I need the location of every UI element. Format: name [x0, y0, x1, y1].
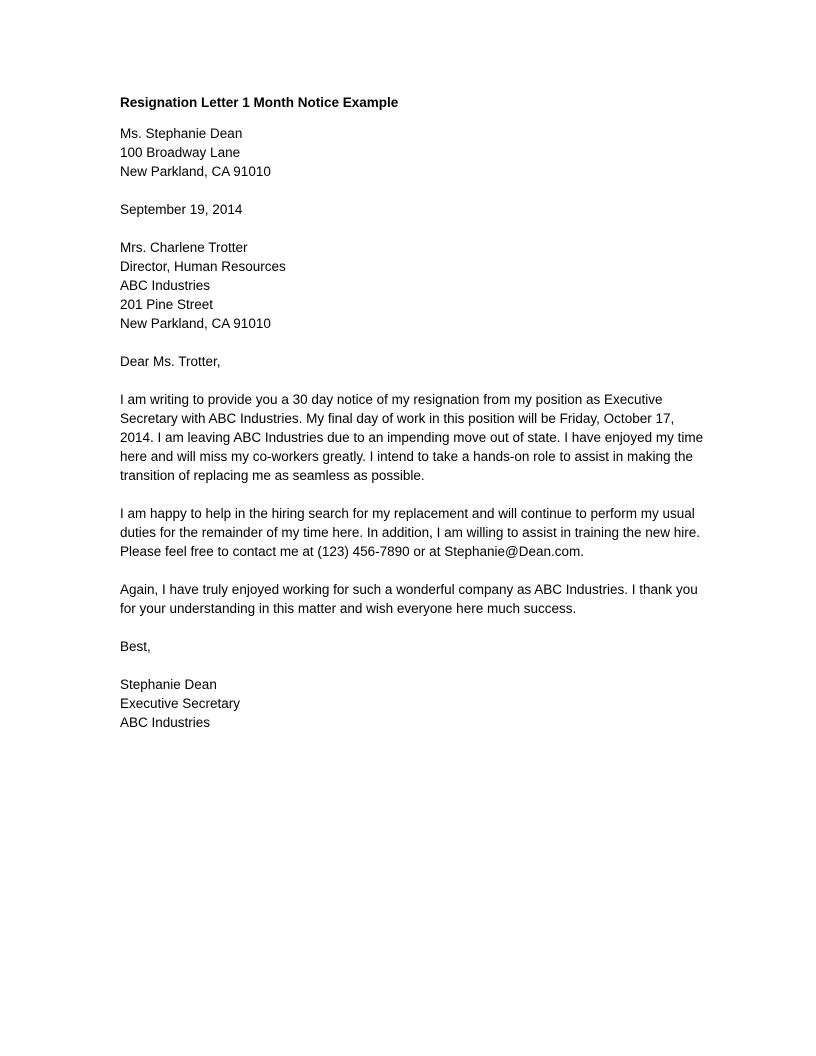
body-line: Again, I have truly enjoyed working for such a wonderful company as ABC Industries. I thank you [120, 582, 698, 597]
recipient-company: ABC Industries [120, 278, 211, 293]
body-paragraph-1 [120, 390, 720, 485]
sender-address-line-1: 100 Broadway Lane [120, 145, 241, 160]
date-text: September 19, 2014 [120, 202, 243, 217]
body-paragraph-3 [120, 580, 720, 618]
recipient-address-line-2: New Parkland, CA 91010 [120, 316, 271, 331]
body-line: I am happy to help in the hiring search for my replacement and will continue to perform my usual [120, 506, 695, 521]
document-title: Resignation Letter 1 Month Notice Example [120, 95, 399, 110]
body-line: for your understanding in this matter and wish everyone here much success. [120, 601, 577, 616]
sender-address [120, 124, 720, 181]
salutation-text: Dear Ms. Trotter, [120, 354, 221, 369]
body-line: 2014. I am leaving ABC Industries due to an impending move out of state. I have enjoyed my time [120, 430, 704, 445]
signature-block [120, 675, 720, 732]
signature-title: Executive Secretary [120, 696, 241, 711]
closing [120, 637, 720, 656]
letter-page [120, 94, 720, 751]
body-line: transition of replacing me as seamless as possible. [120, 468, 425, 483]
body-line: duties for the remainder of my time here. In addition, I am willing to assist in training the new hire. [120, 525, 701, 540]
signature-company: ABC Industries [120, 715, 211, 730]
recipient-address-line-1: 201 Pine Street [120, 297, 214, 312]
salutation [120, 352, 720, 371]
recipient-title: Director, Human Resources [120, 259, 286, 274]
body-line: Please feel free to contact me at (123) 456-7890 or at Stephanie@Dean.com. [120, 544, 584, 559]
body-line: here and will miss my co-workers greatly. I intend to take a hands-on role to assist in making the [120, 449, 694, 464]
recipient-address [120, 238, 720, 333]
body-paragraph-2 [120, 504, 720, 561]
sender-address-line-2: New Parkland, CA 91010 [120, 164, 271, 179]
letter-date [120, 200, 720, 219]
body-line: I am writing to provide you a 30 day notice of my resignation from my position as Executive [120, 392, 663, 407]
signature-name: Stephanie Dean [120, 677, 217, 692]
closing-text: Best, [120, 639, 151, 654]
sender-name: Ms. Stephanie Dean [120, 126, 243, 141]
recipient-name: Mrs. Charlene Trotter [120, 240, 248, 255]
body-line: Secretary with ABC Industries. My final day of work in this position will be Friday, October 17, [120, 411, 675, 426]
